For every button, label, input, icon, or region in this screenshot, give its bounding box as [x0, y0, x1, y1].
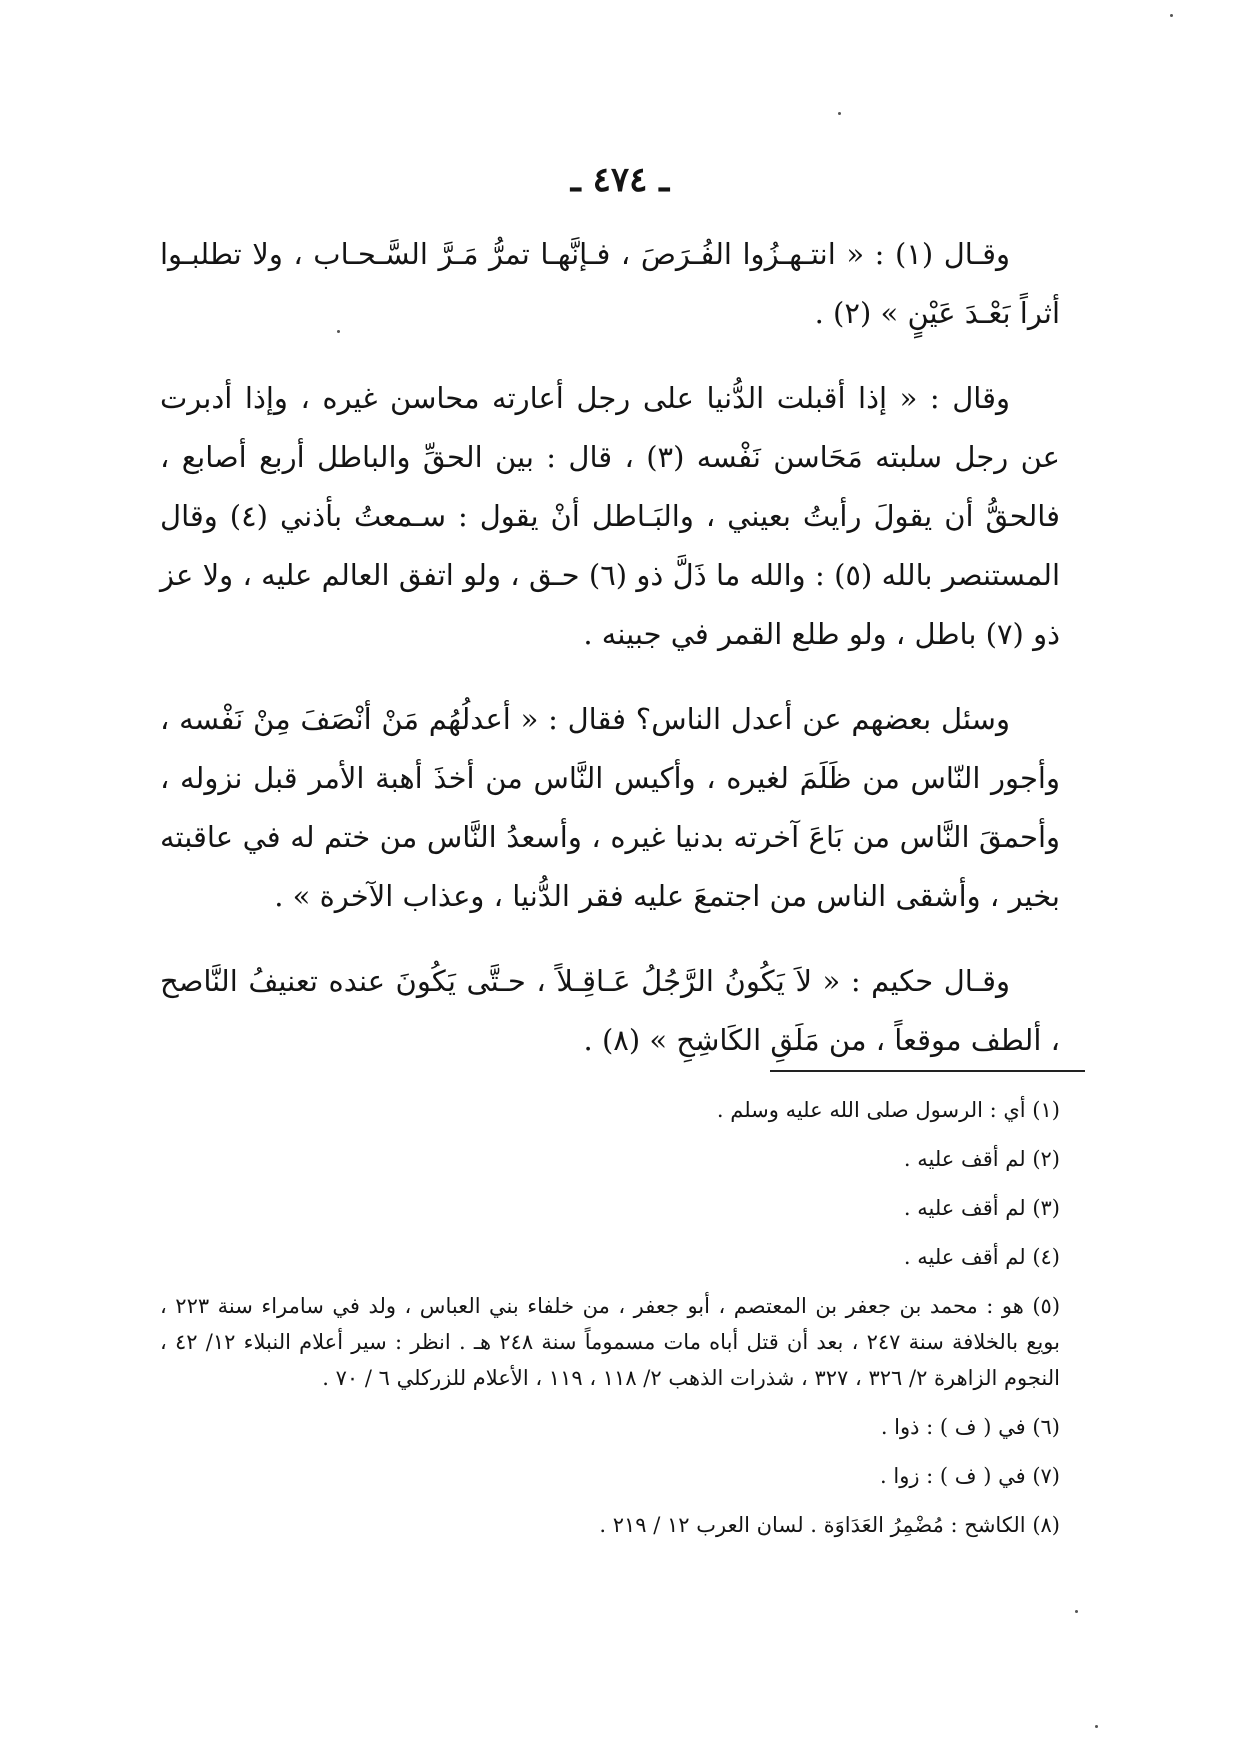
footnote-4: (٤) لم أقف عليه .	[903, 1245, 1060, 1269]
footnote-5: (٥) هو : محمد بن جعفر بن المعتصم ، أبو جعفر ، من خلفاء بني العباس ، ولد في سامراء سنة ٢٢٣ ، بويع بالخلافة سنة ٢٤٧ ، بعد أن قتل أباه مات مسموماً سنة ٢٤٨ هـ . انظر : سير أعلام النبلاء ١٢/ ٤٢ ، النجوم الزاهرة ٢/ ٣٢٦ ، ٣٢٧ ، شذرات الذهب ٢/ ١١٨ ، ١١٩ ، الأعلام للزركلي ٦ / ٧٠ .	[160, 1294, 1061, 1390]
scan-speck	[1170, 14, 1173, 17]
footnotes	[160, 1092, 1060, 1556]
footnote-8: (٨) الكاشح : مُضْمِرُ العَدَاوَة . لسان العرب ١٢ / ٢١٩ .	[599, 1513, 1060, 1537]
scan-speck	[1095, 1725, 1098, 1728]
scan-speck	[838, 112, 841, 115]
scan-speck	[337, 330, 340, 333]
page-number: ـ ٤٧٤ ـ	[570, 160, 670, 200]
footnote-7: (٧) في ( ف ) : زوا .	[880, 1464, 1060, 1488]
paragraph-1: وقـال (١) : « انتـهـزُوا الفُـرَصَ ، فـإنَّهـا تمرُّ مَـرَّ السَّـحـاب ، ولا تطلبـوا أثراً بَعْـدَ عَيْنٍ » (٢) .	[160, 237, 1060, 330]
scan-speck	[1075, 1610, 1078, 1613]
paragraph-3: وسئل بعضهم عن أعدل الناس؟ فقال : « أعدلُهُم مَنْ أنْصَفَ مِنْ نَفْسه ، وأجور النّاس من ظَلَمَ لغيره ، وأكيس النَّاس من أخذَ أهبة الأمر قبل نزوله ، وأحمقَ النَّاس من بَاعَ آخرته بدنيا غيره ، وأسعدُ النَّاس من ختم له في عاقبته بخير ، وأشقى الناس من اجتمعَ عليه فقر الدُّنيا ، وعذاب الآخرة » .	[160, 702, 1060, 913]
footnote-2: (٢) لم أقف عليه .	[903, 1147, 1060, 1171]
footnote-6: (٦) في ( ف ) : ذوا .	[880, 1415, 1060, 1439]
footnote-separator	[770, 1070, 1085, 1072]
paragraph-4: وقـال حكيم : « لاَ يَكُونُ الرَّجُلُ عَـاقِـلاً ، حـتَّى يَكُونَ عنده تعنيفُ النَّاصح ، ألطف موقعاً ، من مَلَقِ الكَاشِحِ » (٨) .	[160, 964, 1060, 1057]
footnote-3: (٣) لم أقف عليه .	[903, 1196, 1060, 1220]
main-text	[160, 225, 1060, 1096]
footnote-1: (١) أي : الرسول صلى الله عليه وسلم .	[716, 1098, 1060, 1122]
paragraph-2: وقال : « إذا أقبلت الدُّنيا على رجل أعارته محاسن غيره ، وإذا أدبرت عن رجل سلبته مَحَاسن نَفْسه (٣) ، قال : بين الحقِّ والباطل أربع أصابع ، فالحقُّ أن يقولَ رأيتُ بعيني ، والبَـاطل أنْ يقول : سـمعتُ بأذني (٤) وقال المستنصر بالله (٥) : والله ما ذَلَّ ذو (٦) حـق ، ولو اتفق العالم عليه ، ولا عز ذو (٧) باطل ، ولو طلع القمر في جبينه .	[160, 381, 1061, 651]
